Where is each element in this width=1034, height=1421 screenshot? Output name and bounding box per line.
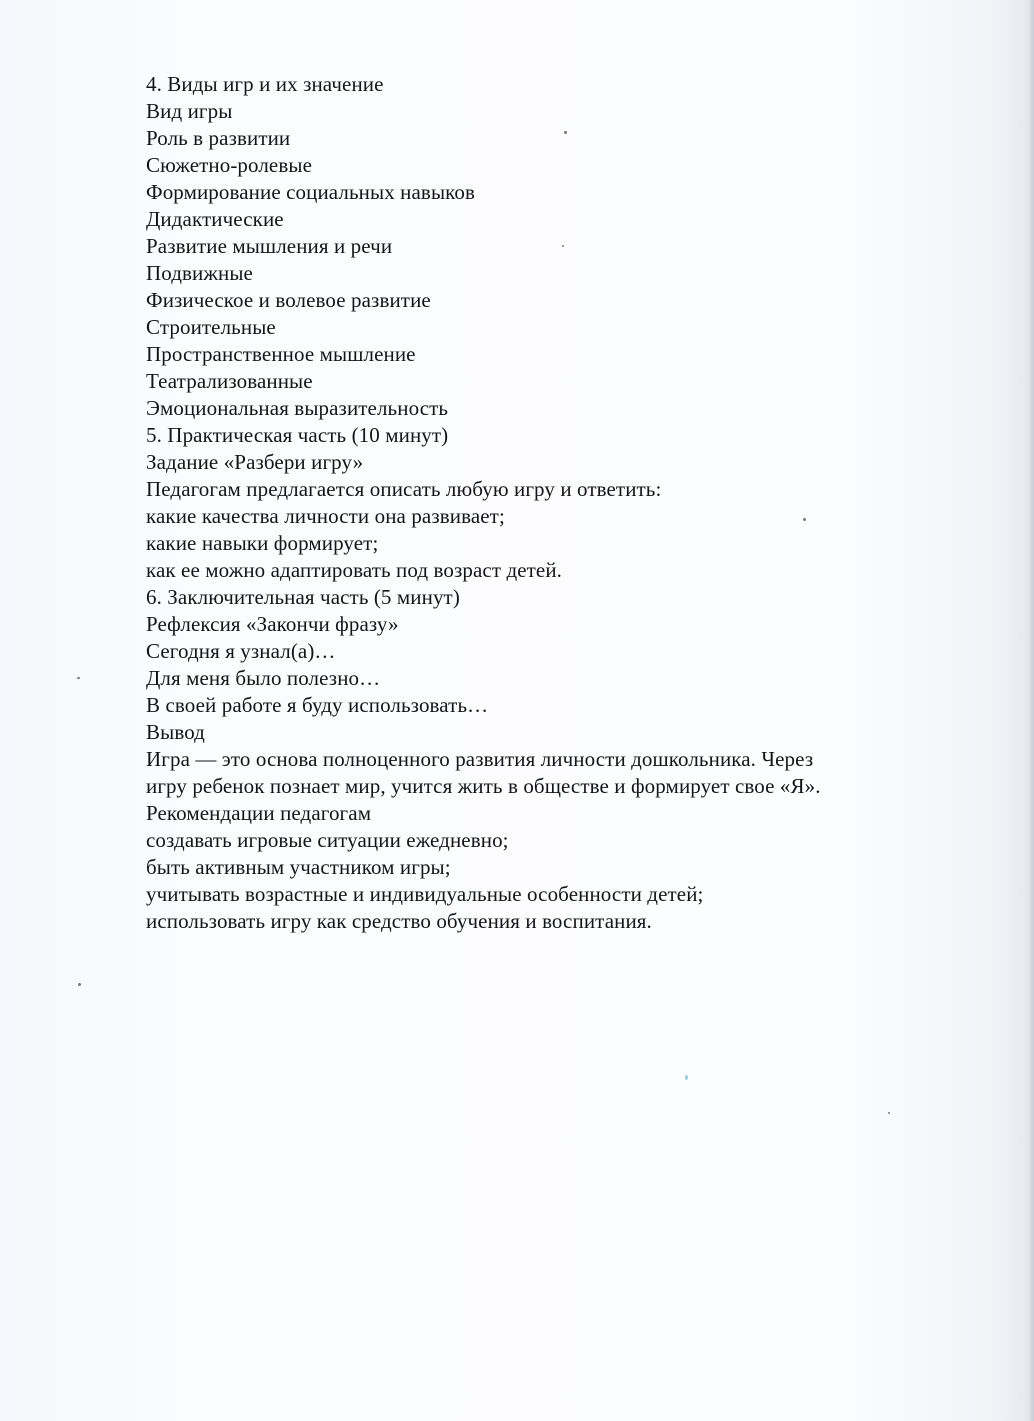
table-header-game-type: Вид игры	[146, 99, 233, 123]
scan-speck	[685, 1075, 688, 1080]
recommendation-item: быть активным участником игры;	[146, 855, 451, 879]
game-role-text: Формирование социальных навыков	[146, 180, 475, 204]
scan-speck	[888, 1112, 890, 1114]
conclusion-text: Игра — это основа полноценного развития личности дошкольника. Через	[146, 747, 814, 771]
scan-speck	[77, 677, 80, 679]
conclusion-heading: Вывод	[146, 720, 205, 744]
recommendation-item: создавать игровые ситуации ежедневно;	[146, 828, 509, 852]
game-role-text: Эмоциональная выразительность	[146, 396, 449, 420]
recommendations-heading: Рекомендации педагогам	[146, 801, 372, 825]
section-heading-final: 6. Заключительная часть (5 минут)	[146, 585, 460, 609]
body-text: Педагогам предлагается описать любую игру и ответить:	[146, 477, 662, 501]
reflection-item: В своей работе я буду использовать…	[146, 693, 489, 717]
conclusion-text: игру ребенок познает мир, учится жить в обществе и формирует свое «Я».	[146, 774, 821, 798]
reflection-title: Рефлексия «Закончи фразу»	[146, 612, 399, 636]
recommendation-item: использовать игру как средство обучения и воспитания.	[146, 909, 652, 933]
game-role-text: Развитие мышления и речи	[146, 234, 393, 258]
game-type-text: Подвижные	[146, 261, 253, 285]
game-type-text: Театрализованные	[146, 369, 313, 393]
game-type-text: Дидактические	[146, 207, 284, 231]
section-heading-practical: 5. Практическая часть (10 минут)	[146, 423, 449, 447]
game-type-text: Сюжетно-ролевые	[146, 153, 313, 177]
game-role-text: Пространственное мышление	[146, 342, 416, 366]
paper-edge-shadow	[1028, 0, 1034, 1421]
game-type-text: Строительные	[146, 315, 276, 339]
task-title: Задание «Разбери игру»	[146, 450, 364, 474]
document-text	[146, 71, 1016, 935]
scan-speck	[78, 983, 81, 986]
table-header-role: Роль в развитии	[146, 126, 291, 150]
recommendation-item: учитывать возрастные и индивидуальные особенности детей;	[146, 882, 704, 906]
game-role-text: Физическое и волевое развитие	[146, 288, 431, 312]
task-item: какие качества личности она развивает;	[146, 504, 505, 528]
reflection-item: Сегодня я узнал(а)…	[146, 639, 336, 663]
reflection-item: Для меня было полезно…	[146, 666, 381, 690]
task-item: как ее можно адаптировать под возраст детей.	[146, 558, 563, 582]
task-item: какие навыки формирует;	[146, 531, 379, 555]
section-heading-game-types: 4. Виды игр и их значение	[146, 72, 384, 96]
